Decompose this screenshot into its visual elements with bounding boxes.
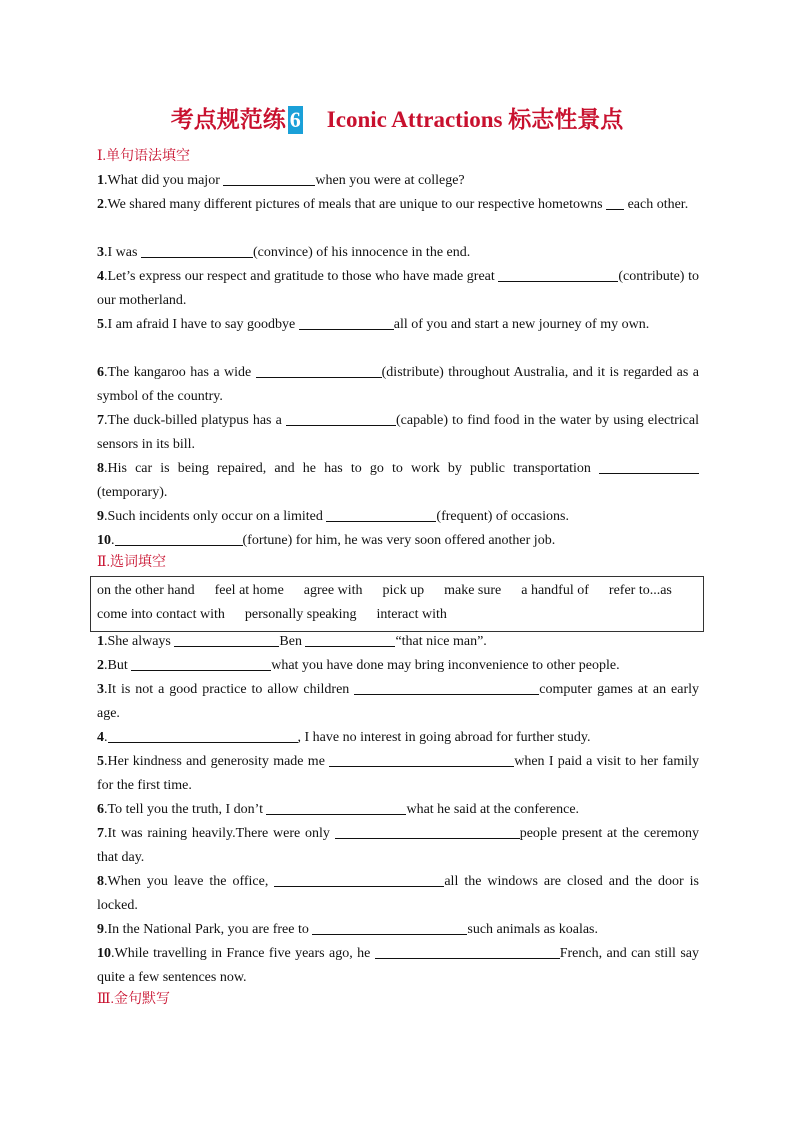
- s1-question-8: 8.His car is being repaired, and he has to go to work by public transportation (temporary).: [97, 457, 699, 505]
- s1-question-5: 5.I am afraid I have to say goodbye all of you and start a new journey of my own.: [97, 317, 650, 332]
- answer-blank[interactable]: [141, 243, 253, 258]
- answer-blank[interactable]: [305, 632, 395, 647]
- answer-blank[interactable]: [115, 531, 243, 546]
- answer-blank[interactable]: [286, 411, 396, 426]
- section-3-heading: Ⅲ.金句默写: [97, 992, 171, 1007]
- s1-question-10: 10. (fortune) for him, he was very soon offered another job.: [97, 533, 556, 548]
- s2-question-4: 4. , I have no interest in going abroad for further study.: [97, 730, 591, 745]
- s2-question-1: 1.She always Ben “that nice man”.: [97, 634, 487, 649]
- title-en: Iconic Attractions 标志性景点: [326, 107, 624, 132]
- answer-blank[interactable]: [335, 824, 520, 839]
- s2-question-3: 3.It is not a good practice to allow children computer games at an early age.: [97, 682, 699, 721]
- word-bank-item: pick up: [382, 583, 425, 598]
- word-bank-item: make sure: [444, 583, 502, 598]
- answer-blank[interactable]: [131, 656, 271, 671]
- answer-blank[interactable]: [498, 267, 618, 282]
- word-bank-item: agree with: [303, 583, 363, 598]
- s2-question-8: 8.When you leave the office, all the windows are closed and the door is locked.: [97, 874, 699, 913]
- s2-question-10: 10.While travelling in France five years ago, he French, and can still say quite a few sentences now.: [97, 946, 699, 985]
- s1-question-1: 1.What did you major when you were at college?: [97, 173, 465, 188]
- s2-question-5: 5.Her kindness and generosity made me when I paid a visit to her family for the first time.: [97, 754, 699, 793]
- answer-blank[interactable]: [326, 507, 436, 522]
- answer-blank[interactable]: [375, 944, 560, 959]
- answer-blank[interactable]: [329, 752, 514, 767]
- answer-blank[interactable]: [223, 171, 315, 186]
- word-bank-item: on the other hand: [97, 583, 195, 598]
- s2-question-7: 7.It was raining heavily.There were only people present at the ceremony that day.: [97, 826, 699, 865]
- s1-question-4: 4.Let’s express our respect and gratitude to those who have made great (contribute) to our motherland.: [97, 269, 699, 308]
- s1-question-6: 6.The kangaroo has a wide (distribute) throughout Australia, and it is regarded as a symbol of the country.: [97, 365, 699, 404]
- word-bank-item: come into contact with: [97, 607, 225, 622]
- answer-blank[interactable]: [606, 195, 624, 210]
- answer-blank[interactable]: [174, 632, 279, 647]
- word-bank-box: [90, 576, 704, 632]
- answer-blank[interactable]: [599, 459, 699, 474]
- page-title: [0, 104, 794, 136]
- s2-question-9: 9.In the National Park, you are free to such animals as koalas.: [97, 922, 599, 937]
- answer-blank[interactable]: [354, 680, 539, 695]
- s1-question-3: 3.I was (convince) of his innocence in the end.: [97, 245, 471, 260]
- section-1-heading: Ⅰ.单句语法填空: [97, 149, 191, 164]
- word-bank-item: a handful of: [521, 583, 589, 598]
- section-2-heading: Ⅱ.选词填空: [97, 555, 167, 570]
- s2-question-6: 6.To tell you the truth, I don’t what he said at the conference.: [97, 802, 580, 817]
- s1-question-2: 2.We shared many different pictures of meals that are unique to our respective hometowns each other.: [97, 197, 689, 212]
- s1-question-7: 7.The duck-billed platypus has a (capable) to find food in the water by using electrical sensors in its bill.: [97, 413, 700, 452]
- s1-question-9: 9.Such incidents only occur on a limited (frequent) of occasions.: [97, 509, 569, 524]
- answer-blank[interactable]: [108, 728, 298, 743]
- title-cn: 考点规范练: [170, 107, 286, 132]
- s2-question-2: 2.But what you have done may bring inconvenience to other people.: [97, 658, 620, 673]
- exercise-number-badge: 6: [289, 107, 301, 132]
- answer-blank[interactable]: [266, 800, 406, 815]
- word-bank-item: interact with: [376, 607, 447, 622]
- answer-blank[interactable]: [312, 920, 467, 935]
- answer-blank[interactable]: [256, 363, 382, 378]
- word-bank-item: refer to...as: [608, 583, 672, 598]
- answer-blank[interactable]: [299, 315, 394, 330]
- word-bank-item: personally speaking: [244, 607, 357, 622]
- answer-blank[interactable]: [274, 872, 444, 887]
- word-bank-item: feel at home: [214, 583, 284, 598]
